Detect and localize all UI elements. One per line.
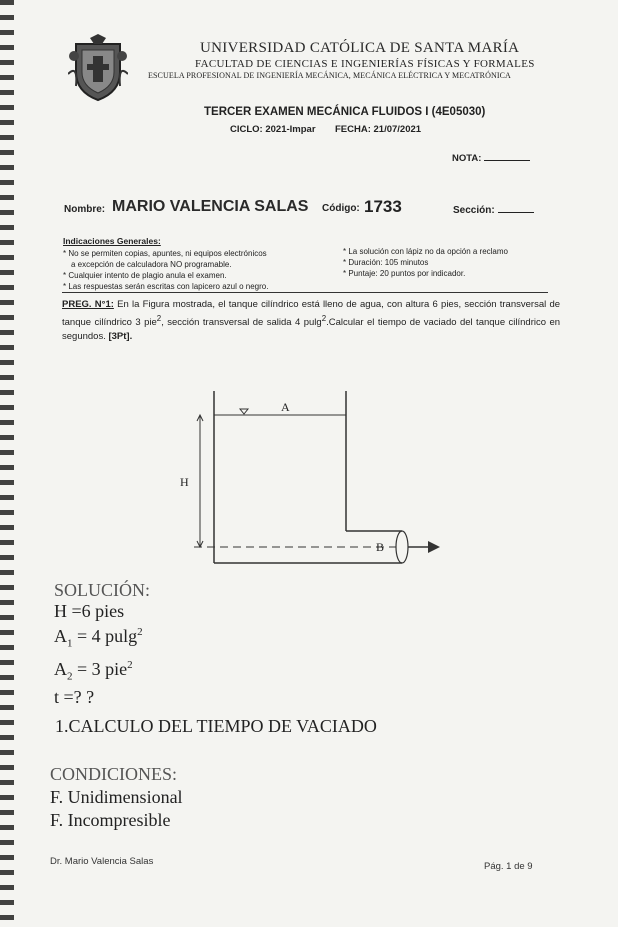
solution-heading: SOLUCIÓN: <box>54 580 151 600</box>
question-label: PREG. N°1: <box>62 299 114 310</box>
given-a2: $A_2 = 3$ pie$^2$ <box>54 658 133 683</box>
question-text: PREG. N°1: En la Figura mostrada, el tanque cilíndrico está lleno de agua, con altura 6 pies, sección transversal de tanque cilíndrico 3 pie$^2$, sección transversal de salida 4 pulg$^2$.Calcular el tiempo de vaciado del tanque cilíndrico en segundos. [3Pt]. <box>62 299 561 343</box>
instructions-right <box>343 246 508 279</box>
given-h: H =6 pies <box>54 601 125 621</box>
condition-item: F. Incompresible <box>50 810 171 830</box>
instruction-item: * No se permiten copias, apuntes, ni equipos electrónicos <box>63 249 267 258</box>
exam-cycle: CICLO: 2021-Impar <box>230 124 316 135</box>
instruction-item: * La solución con lápiz no da opción a reclamo <box>343 247 508 256</box>
university-seal-icon <box>68 34 128 102</box>
university-name: UNIVERSIDAD CATÓLICA DE SANTA MARÍA <box>200 40 520 56</box>
given-a1: $A_1 = 4$ pulg$^2$ <box>54 626 143 650</box>
grade-field <box>452 151 530 164</box>
section-field <box>453 203 534 216</box>
instructions-left <box>63 248 268 292</box>
instructions-heading: Indicaciones Generales: <box>63 236 161 246</box>
grade-label: NOTA: <box>452 153 482 164</box>
grade-blank <box>484 151 530 161</box>
exam-title: TERCER EXAMEN MECÁNICA FLUIDOS I (4E05030) <box>204 106 486 118</box>
footer-author: Dr. Mario Valencia Salas <box>50 856 154 867</box>
school-name: ESCUELA PROFESIONAL DE INGENIERÍA MECÁNICA, MECÁNICA ELÉCTRICA Y MECATRÓNICA <box>148 71 511 80</box>
instruction-item: * Duración: 105 minutos <box>343 258 429 267</box>
unknown-t: t =? ? <box>54 687 95 708</box>
instruction-item: a excepción de calculadora NO programable. <box>71 260 232 269</box>
code-label: Código: <box>322 203 360 214</box>
instruction-item: * Cualquier intento de plagio anula el examen. <box>63 271 227 280</box>
label-h: H <box>180 475 189 489</box>
exam-date: FECHA: 21/07/2021 <box>335 124 422 135</box>
spiral-binding <box>0 0 14 927</box>
instruction-item: * Puntaje: 20 puntos por indicador. <box>343 269 466 278</box>
student-name: MARIO VALENCIA SALAS <box>112 198 309 215</box>
student-code: 1733 <box>364 197 402 216</box>
solution-block <box>54 580 150 708</box>
section-blank <box>498 203 534 213</box>
faculty-name: FACULTAD DE CIENCIAS E INGENIERÍAS FÍSICAS Y FORMALES <box>195 58 535 70</box>
tank-figure <box>170 385 450 570</box>
condition-item: F. Unidimensional <box>50 787 183 807</box>
question-points: [3Pt]. <box>108 331 133 343</box>
page-number: Pág. 1 de 9 <box>484 861 533 872</box>
label-a: A <box>281 400 290 414</box>
name-label: Nombre: <box>64 204 106 215</box>
section-label: Sección: <box>453 205 495 216</box>
divider <box>62 292 548 293</box>
instruction-item: * Las respuestas serán escritas con lapicero azul o negro. <box>63 282 269 291</box>
conditions-heading: CONDICIONES: <box>50 764 178 784</box>
calculation-heading: 1.CALCULO DEL TIEMPO DE VACIADO <box>55 716 377 736</box>
label-b: B <box>376 540 385 554</box>
